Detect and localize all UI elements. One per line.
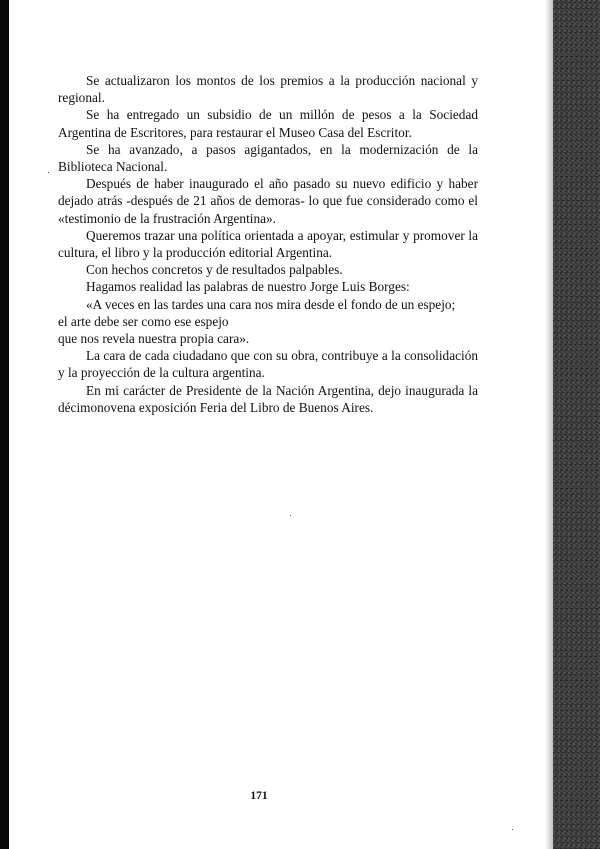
scan-speck xyxy=(48,172,49,173)
quote-line: que nos revela nuestra propia cara». xyxy=(58,331,250,347)
scan-right-border xyxy=(553,0,600,849)
quote-line: «A veces en las tardes una cara nos mira desde el fondo de un espejo; xyxy=(86,296,456,312)
scan-speck xyxy=(290,515,291,516)
body-text xyxy=(58,72,478,416)
paragraph: Se ha avanzado, a pasos agigantados, en la modernización de la Biblioteca Nacional. xyxy=(58,141,478,175)
paragraph: Después de haber inaugurado el año pasado su nuevo edificio y haber dejado atrás -después de 21 años de demoras- lo que fue considerado como el «testimonio de la frustración Argentina». xyxy=(58,176,478,226)
quote-line: el arte debe ser como ese espejo xyxy=(58,313,229,329)
paragraph: Hagamos realidad las palabras de nuestro Jorge Luis Borges: xyxy=(86,279,410,295)
paragraph: Con hechos concretos y de resultados palpables. xyxy=(86,262,343,278)
page-number: 171 xyxy=(250,790,268,802)
paragraph: La cara de cada ciudadano que con su obra, contribuye a la consolidación y la proyección de la cultura argentina. xyxy=(58,348,478,381)
paragraph: Se actualizaron los montos de los premios a la producción nacional y regional. xyxy=(58,73,478,106)
paragraph: Queremos trazar una política orientada a apoyar, estimular y promover la cultura, el libro y la producción editorial Argentina. xyxy=(58,227,478,261)
scan-left-border xyxy=(0,0,9,849)
paragraph: Se ha entregado un subsidio de un millón de pesos a la Sociedad Argentina de Escritores, para restaurar el Museo Casa del Escritor. xyxy=(58,107,478,140)
page-fold-shadow xyxy=(545,0,553,849)
scan-speck xyxy=(512,829,513,830)
paragraph: En mi carácter de Presidente de la Nación Argentina, dejo inaugurada la décimonovena exposición Feria del Libro de Buenos Aires. xyxy=(58,382,478,415)
